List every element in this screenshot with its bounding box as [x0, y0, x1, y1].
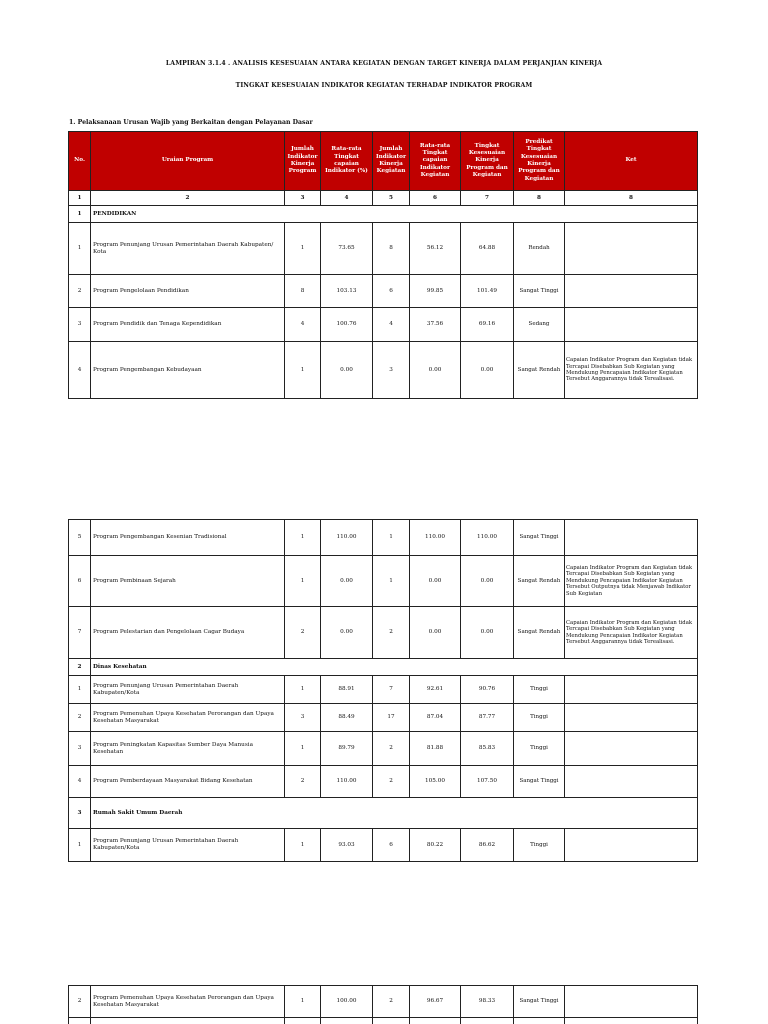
column-number: 6: [410, 191, 461, 206]
jumlah-indikator-kegiatan: 4: [373, 308, 410, 342]
jumlah-indikator-kegiatan: 2: [373, 607, 410, 659]
tingkat-kesesuaian: 69.16: [461, 308, 514, 342]
row-no: 4: [69, 766, 91, 798]
keterangan: [565, 704, 698, 732]
rata-capaian-program: [321, 1018, 373, 1024]
predikat: Sangat Tinggi: [514, 275, 565, 308]
tingkat-kesesuaian: 86.62: [461, 829, 514, 862]
kesesuaian-table-page-1: [68, 131, 698, 399]
program-name: Program Pelestarian dan Pengelolaan Cagar Budaya: [91, 607, 285, 659]
tingkat-kesesuaian: 0.00: [461, 342, 514, 399]
rata-capaian-kegiatan: 92.61: [410, 676, 461, 704]
predikat: Sangat Tinggi: [514, 520, 565, 556]
category-name: Rumah Sakit Umum Daerah: [91, 798, 698, 829]
column-number: 5: [373, 191, 410, 206]
jumlah-indikator-kegiatan: 6: [373, 275, 410, 308]
table-row: [69, 732, 698, 766]
program-name: Program Penunjang Urusan Pemerintahan Daerah Kabupaten/Kota: [91, 829, 285, 862]
predikat: Rendah: [514, 223, 565, 275]
rata-capaian-kegiatan: [410, 1018, 461, 1024]
keterangan: [565, 1018, 698, 1024]
tingkat-kesesuaian: 110.00: [461, 520, 514, 556]
keterangan: Capaian Indikator Program dan Kegiatan tidak Tercapai Disebabkan Sub Kegiatan yang Mendukung Pencapaian Indikator Kegiatan Tersebut Outputnya tidak Menjawab Indikator Sub Kegiatan: [565, 556, 698, 607]
table-row: [69, 766, 698, 798]
table-row: [69, 520, 698, 556]
category-row: [69, 798, 698, 829]
program-name: [91, 1018, 285, 1024]
rata-capaian-kegiatan: 0.00: [410, 607, 461, 659]
program-name: Program Pengembangan Kesenian Tradisional: [91, 520, 285, 556]
rata-capaian-kegiatan: 99.85: [410, 275, 461, 308]
category-no: 1: [69, 206, 91, 223]
row-no: 2: [69, 275, 91, 308]
jumlah-indikator-kegiatan: 1: [373, 520, 410, 556]
category-no: 3: [69, 798, 91, 829]
table-row: [69, 308, 698, 342]
table-row: [69, 275, 698, 308]
rata-capaian-program: 110.00: [321, 766, 373, 798]
kesesuaian-table-page-3: [68, 985, 698, 1024]
program-name: Program Pemenuhan Upaya Kesehatan Perorangan dan Upaya Kesehatan Masyarakat: [91, 704, 285, 732]
keterangan: [565, 766, 698, 798]
table-row: [69, 986, 698, 1018]
jumlah-indikator-kegiatan: 2: [373, 732, 410, 766]
rata-capaian-kegiatan: 87.04: [410, 704, 461, 732]
jumlah-indikator-program: 1: [285, 520, 321, 556]
jumlah-indikator-kegiatan: 2: [373, 766, 410, 798]
jumlah-indikator-kegiatan: 17: [373, 704, 410, 732]
row-no: 7: [69, 607, 91, 659]
row-no: 2: [69, 704, 91, 732]
jumlah-indikator-program: 1: [285, 732, 321, 766]
tingkat-kesesuaian: 0.00: [461, 607, 514, 659]
program-name: Program Pembinaan Sejarah: [91, 556, 285, 607]
jumlah-indikator-program: 1: [285, 829, 321, 862]
predikat: [514, 1018, 565, 1024]
rata-capaian-program: 0.00: [321, 607, 373, 659]
jumlah-indikator-program: 2: [285, 607, 321, 659]
category-no: 2: [69, 659, 91, 676]
table-row: [69, 342, 698, 399]
rata-capaian-kegiatan: 56.12: [410, 223, 461, 275]
row-no: 2: [69, 986, 91, 1018]
document-subtitle: TINGKAT KESESUAIAN INDIKATOR KEGIATAN TERHADAP INDIKATOR PROGRAM: [235, 82, 533, 89]
keterangan: [565, 829, 698, 862]
rata-capaian-program: 110.00: [321, 520, 373, 556]
column-number: 1: [69, 191, 91, 206]
category-row: [69, 206, 698, 223]
program-name: Program Pendidik dan Tenaga Kependidikan: [91, 308, 285, 342]
keterangan: [565, 308, 698, 342]
predikat: Sangat Rendah: [514, 342, 565, 399]
header-rata-capaian-program: Rata-rata Tingkat capaian Indikator (%): [321, 132, 373, 191]
table-row: [69, 829, 698, 862]
keterangan: [565, 732, 698, 766]
header-ket: Ket: [565, 132, 698, 191]
jumlah-indikator-program: 8: [285, 275, 321, 308]
row-no: 1: [69, 223, 91, 275]
column-number: 8: [565, 191, 698, 206]
rata-capaian-program: 93.03: [321, 829, 373, 862]
keterangan: [565, 986, 698, 1018]
keterangan: Capaian Indikator Program dan Kegiatan tidak Tercapai Disebabkan Sub Kegiatan yang Mendukung Pencapaian Indikator Kegiatan Tersebut Anggarannya tidak Terealisasi.: [565, 607, 698, 659]
tingkat-kesesuaian: [461, 1018, 514, 1024]
table-row: [69, 1018, 698, 1024]
jumlah-indikator-program: 1: [285, 986, 321, 1018]
jumlah-indikator-program: 2: [285, 766, 321, 798]
rata-capaian-program: 88.49: [321, 704, 373, 732]
jumlah-indikator-kegiatan: 7: [373, 676, 410, 704]
row-no: 6: [69, 556, 91, 607]
program-name: Program Pemenuhan Upaya Kesehatan Perorangan dan Upaya Kesehatan Masyarakat: [91, 986, 285, 1018]
jumlah-indikator-program: 1: [285, 342, 321, 399]
predikat: Sangat Rendah: [514, 607, 565, 659]
keterangan: [565, 676, 698, 704]
row-no: 5: [69, 520, 91, 556]
keterangan: Capaian Indikator Program dan Kegiatan tidak Tercapai Disebabkan Sub Kegiatan yang Mendukung Pencapaian Indikator Kegiatan Tersebut Anggarannya tidak Terealisasi.: [565, 342, 698, 399]
program-name: Program Peningkatan Kapasitas Sumber Daya Manusia Kesehatan: [91, 732, 285, 766]
jumlah-indikator-program: 4: [285, 308, 321, 342]
jumlah-indikator-kegiatan: [373, 1018, 410, 1024]
jumlah-indikator-program: 1: [285, 223, 321, 275]
row-no: 4: [69, 342, 91, 399]
rata-capaian-program: 0.00: [321, 342, 373, 399]
table-row: [69, 704, 698, 732]
keterangan: [565, 275, 698, 308]
header-jumlah-indikator-program: Jumlah Indikator Kinerja Program: [285, 132, 321, 191]
jumlah-indikator-kegiatan: 8: [373, 223, 410, 275]
column-number: 4: [321, 191, 373, 206]
tingkat-kesesuaian: 107.50: [461, 766, 514, 798]
program-name: Program Pengelolaan Pendidikan: [91, 275, 285, 308]
column-number: 7: [461, 191, 514, 206]
row-no: [69, 1018, 91, 1024]
category-name: PENDIDIKAN: [91, 206, 698, 223]
section-heading: 1. Pelaksanaan Urusan Wajib yang Berkaitan dengan Pelayanan Dasar: [69, 119, 313, 126]
program-name: Program Pengembangan Kebudayaan: [91, 342, 285, 399]
rata-capaian-kegiatan: 80.22: [410, 829, 461, 862]
predikat: Sedang: [514, 308, 565, 342]
jumlah-indikator-kegiatan: 1: [373, 556, 410, 607]
rata-capaian-kegiatan: 105.00: [410, 766, 461, 798]
tingkat-kesesuaian: 98.33: [461, 986, 514, 1018]
rata-capaian-program: 0.00: [321, 556, 373, 607]
jumlah-indikator-kegiatan: 3: [373, 342, 410, 399]
jumlah-indikator-program: 1: [285, 676, 321, 704]
jumlah-indikator-program: 3: [285, 704, 321, 732]
document-title: LAMPIRAN 3.1.4 . ANALISIS KESESUAIAN ANTARA KEGIATAN DENGAN TARGET KINERJA DALAM PERJANJIAN KINERJA: [165, 60, 603, 67]
rata-capaian-kegiatan: 81.88: [410, 732, 461, 766]
tingkat-kesesuaian: 85.83: [461, 732, 514, 766]
rata-capaian-kegiatan: 0.00: [410, 556, 461, 607]
rata-capaian-program: 73.65: [321, 223, 373, 275]
header-jumlah-indikator-kegiatan: Jumlah Indikator Kinerja Kegiatan: [373, 132, 410, 191]
column-number: 2: [91, 191, 285, 206]
column-number-row: [69, 191, 698, 206]
predikat: Sangat Tinggi: [514, 766, 565, 798]
program-name: Program Pemberdayaan Masyarakat Bidang Kesehatan: [91, 766, 285, 798]
rata-capaian-program: 89.79: [321, 732, 373, 766]
tingkat-kesesuaian: 101.49: [461, 275, 514, 308]
jumlah-indikator-program: 1: [285, 556, 321, 607]
jumlah-indikator-kegiatan: 6: [373, 829, 410, 862]
row-no: 3: [69, 308, 91, 342]
keterangan: [565, 223, 698, 275]
category-row: [69, 659, 698, 676]
row-no: 1: [69, 676, 91, 704]
predikat: Sangat Rendah: [514, 556, 565, 607]
predikat: Tinggi: [514, 732, 565, 766]
table-row: [69, 676, 698, 704]
keterangan: [565, 520, 698, 556]
predikat: Tinggi: [514, 704, 565, 732]
tingkat-kesesuaian: 87.77: [461, 704, 514, 732]
table-row: [69, 607, 698, 659]
table-row: [69, 223, 698, 275]
program-name: Program Penunjang Urusan Pemerintahan Daerah Kabupaten/ Kota: [91, 223, 285, 275]
kesesuaian-table-page-2: [68, 519, 698, 862]
jumlah-indikator-kegiatan: 2: [373, 986, 410, 1018]
column-number: 3: [285, 191, 321, 206]
rata-capaian-kegiatan: 0.00: [410, 342, 461, 399]
tingkat-kesesuaian: 0.00: [461, 556, 514, 607]
table-row: [69, 556, 698, 607]
row-no: 1: [69, 829, 91, 862]
rata-capaian-kegiatan: 110.00: [410, 520, 461, 556]
header-rata-capaian-kegiatan: Rata-rata Tingkat capaian Indikator Kegiatan: [410, 132, 461, 191]
rata-capaian-kegiatan: 96.67: [410, 986, 461, 1018]
header-no: No.: [69, 132, 91, 191]
header-uraian-program: Uraian Program: [91, 132, 285, 191]
row-no: 3: [69, 732, 91, 766]
rata-capaian-program: 100.76: [321, 308, 373, 342]
jumlah-indikator-program: [285, 1018, 321, 1024]
rata-capaian-program: 88.91: [321, 676, 373, 704]
rata-capaian-program: 103.13: [321, 275, 373, 308]
predikat: Sangat Tinggi: [514, 986, 565, 1018]
tingkat-kesesuaian: 90.76: [461, 676, 514, 704]
header-tingkat-kesesuaian: Tingkat Kesesuaian Kinerja Program dan Kegiatan: [461, 132, 514, 191]
rata-capaian-kegiatan: 37.56: [410, 308, 461, 342]
rata-capaian-program: 100.00: [321, 986, 373, 1018]
tingkat-kesesuaian: 64.88: [461, 223, 514, 275]
category-name: Dinas Kesehatan: [91, 659, 698, 676]
predikat: Tinggi: [514, 676, 565, 704]
header-predikat: Predikat Tingkat Kesesuaian Kinerja Program dan Kegiatan: [514, 132, 565, 191]
table-header-row: [69, 132, 698, 191]
predikat: Tinggi: [514, 829, 565, 862]
program-name: Program Penunjang Urusan Pemerintahan Daerah Kabupaten/Kota: [91, 676, 285, 704]
column-number: 8: [514, 191, 565, 206]
